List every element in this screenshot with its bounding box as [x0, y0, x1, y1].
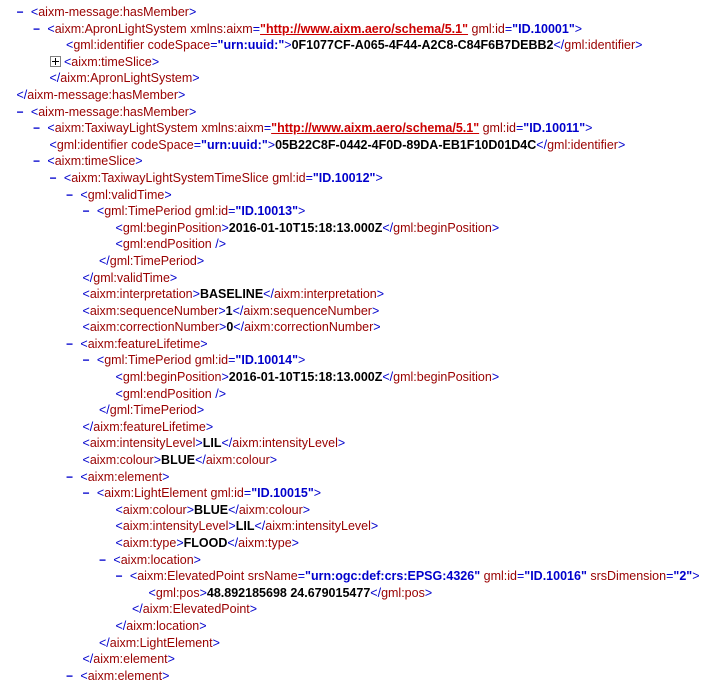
xml-punctuation: < [82, 436, 90, 451]
collapse-toggle-icon[interactable]: − [82, 205, 97, 220]
collapse-toggle-icon[interactable]: − [49, 171, 64, 186]
xml-punctuation: > [167, 652, 175, 667]
xml-punctuation: < [96, 204, 105, 219]
xml-element-text: 2016-01-10T15:18:13.000Z [228, 370, 383, 385]
xml-punctuation: > [188, 104, 197, 119]
xml-tree-row[interactable] [0, 303, 704, 320]
xml-tree-row[interactable] [0, 568, 704, 585]
xml-tag-name: aixm:location [120, 552, 194, 567]
xml-tree-row[interactable] [0, 452, 704, 469]
xml-punctuation: > [164, 187, 172, 202]
xml-punctuation: < [148, 585, 156, 600]
xml-tag-name: gml:beginPosition [122, 220, 222, 235]
xml-punctuation: </ [221, 436, 233, 451]
xml-tree-row[interactable] [0, 402, 704, 419]
xml-tree-row[interactable] [0, 651, 704, 668]
xml-tag-name: aixm:element [87, 469, 163, 484]
xml-punctuation: < [115, 519, 123, 534]
xml-tree-row[interactable] [0, 170, 704, 187]
xml-tag-name: aixm:ApronLightSystem [54, 21, 187, 36]
collapse-toggle-icon[interactable]: − [99, 553, 114, 568]
xml-tag-name: gml:identifier [547, 137, 618, 152]
xml-tree-row[interactable] [0, 435, 704, 452]
xml-punctuation: = [305, 170, 313, 185]
xml-punctuation: > [313, 486, 322, 501]
xml-tag-name: aixm:featureLifetime [93, 419, 206, 434]
xml-tag-name: gml:TimePeriod [109, 253, 197, 268]
xml-punctuation: > [337, 436, 346, 451]
xml-tag-name: aixm:ApronLightSystem [60, 71, 193, 86]
xml-tag-name: aixm:type [122, 536, 177, 550]
xml-tag-name: aixm:intensityLevel [265, 519, 371, 534]
xml-attribute-name: xmlns:aixm [190, 21, 253, 36]
xml-punctuation: </ [99, 253, 110, 268]
xml-punctuation: > [376, 287, 385, 302]
xml-punctuation: </ [132, 602, 143, 617]
xml-punctuation: </ [233, 320, 245, 335]
xml-punctuation: > [186, 502, 195, 517]
xml-tag-name: gml:TimePeriod [109, 403, 197, 418]
xml-tag-name: aixm:colour [205, 453, 270, 468]
xml-punctuation: < [96, 486, 105, 501]
xml-tree-row[interactable] [0, 485, 704, 502]
xml-tree-row[interactable] [0, 535, 704, 552]
xml-punctuation: </ [82, 652, 94, 667]
xml-tag-name: gml:pos [381, 585, 425, 600]
xml-tag-name: aixm:correctionNumber [244, 320, 374, 335]
xml-tag-name: aixm:TaxiwayLightSystem [54, 121, 198, 136]
xml-punctuation: > [221, 370, 229, 385]
xml-attribute-value: "ID.10011" [523, 121, 586, 136]
xml-tree-row[interactable] [0, 286, 704, 303]
collapse-toggle-icon[interactable]: − [33, 22, 48, 37]
xml-tag-name: gml:beginPosition [393, 220, 492, 235]
xml-tag-name: gml:validTime [87, 187, 165, 202]
xml-punctuation: </ [263, 287, 274, 302]
xml-punctuation: < [47, 121, 55, 136]
xml-punctuation: > [176, 536, 184, 550]
xml-attribute-value: "urn:uuid:" [217, 38, 285, 53]
xml-punctuation: </ [82, 419, 94, 434]
xml-punctuation: </ [16, 87, 28, 102]
xml-tag-name: aixm:LightElement [109, 635, 213, 650]
xml-tree-row[interactable] [0, 236, 704, 253]
xml-punctuation: > [219, 320, 227, 335]
collapse-toggle-icon[interactable]: − [115, 570, 130, 585]
collapse-toggle-icon[interactable]: − [66, 337, 81, 352]
xml-punctuation: < [66, 38, 74, 53]
xml-tree-row[interactable] [0, 369, 704, 386]
xml-tree-row[interactable] [0, 270, 704, 287]
xml-attribute-value: "2" [673, 569, 693, 584]
xml-element-text: FLOOD [183, 536, 228, 550]
xml-punctuation: = [263, 121, 272, 136]
xml-namespace-uri: "http://www.aixm.aero/schema/5.1" [271, 121, 480, 136]
xml-element-text: 05B22C8F-0442-4F0D-89DA-EB1F10D01D4C [275, 137, 537, 152]
xml-punctuation: > [192, 287, 200, 302]
xml-punctuation: > [269, 453, 278, 468]
xml-punctuation: = [515, 121, 524, 136]
xml-element-text: BASELINE [199, 287, 264, 302]
xml-punctuation: </ [232, 303, 244, 318]
xml-punctuation: > [267, 137, 276, 152]
xml-tree-row[interactable] [0, 419, 704, 436]
xml-tag-name: gml:pos [155, 585, 200, 600]
xml-punctuation: > [200, 336, 208, 351]
collapse-toggle-icon[interactable]: − [82, 354, 97, 369]
xml-tree-row[interactable] [0, 70, 704, 87]
xml-punctuation: > [169, 270, 178, 285]
xml-tree-row[interactable] [0, 37, 704, 54]
xml-punctuation: /> [215, 386, 227, 401]
xml-punctuation: = [504, 21, 513, 36]
xml-attribute-name: gml:id [194, 204, 229, 219]
collapse-toggle-icon[interactable]: − [66, 470, 81, 485]
xml-punctuation: </ [370, 585, 382, 600]
xml-tag-name: aixm:ElevatedPoint [142, 602, 250, 617]
xml-tag-name: gml:TimePeriod [104, 353, 192, 368]
collapse-toggle-icon[interactable]: − [16, 6, 31, 20]
xml-tag-name: aixm:featureLifetime [87, 336, 201, 351]
xml-punctuation: < [115, 536, 123, 550]
xml-tree-row[interactable] [0, 21, 704, 38]
xml-tree-row[interactable] [0, 601, 704, 618]
xml-punctuation: < [115, 237, 123, 252]
xml-attribute-value: "ID.10016" [524, 569, 587, 584]
xml-tag-name: aixm:timeSlice [71, 54, 152, 69]
xml-attribute-name: gml:id [482, 121, 516, 136]
xml-punctuation: = [228, 204, 236, 219]
xml-punctuation: > [196, 253, 205, 268]
xml-tag-name: gml:endPosition [122, 386, 212, 401]
xml-punctuation: > [491, 220, 500, 235]
xml-namespace-uri: "http://www.aixm.aero/schema/5.1" [260, 21, 469, 36]
xml-punctuation: > [373, 320, 381, 335]
xml-punctuation: > [371, 303, 380, 318]
xml-punctuation: < [47, 154, 55, 169]
xml-attribute-name: codeSpace [131, 137, 194, 152]
xml-attribute-value: "ID.10012" [312, 170, 376, 185]
xml-punctuation: < [113, 552, 121, 567]
xml-attribute-value: "ID.10001" [512, 21, 575, 36]
xml-punctuation: = [210, 38, 218, 53]
xml-punctuation: < [80, 668, 88, 683]
xml-punctuation: > [375, 170, 383, 185]
xml-tree-row[interactable] [0, 87, 704, 104]
xml-attribute-name: srsDimension [590, 569, 667, 584]
xml-punctuation: </ [227, 536, 239, 550]
xml-tag-name: aixm:LightElement [104, 486, 208, 501]
xml-tag-name: aixm-message:hasMember [27, 87, 179, 102]
xml-punctuation: > [192, 71, 200, 86]
xml-tree-row[interactable] [0, 336, 704, 353]
xml-punctuation: < [82, 303, 90, 318]
xml-punctuation: </ [195, 453, 206, 468]
xml-punctuation: > [284, 38, 292, 53]
xml-tree-row[interactable] [0, 104, 704, 121]
xml-tree-row[interactable] [0, 502, 704, 519]
xml-punctuation: > [153, 453, 162, 468]
xml-punctuation: > [635, 38, 643, 53]
xml-tag-name: gml:identifier [564, 38, 636, 53]
xml-element-text: 48.892185698 24.679015477 [206, 585, 371, 600]
xml-tag-name: gml:beginPosition [122, 370, 222, 385]
xml-attribute-name: gml:id [194, 353, 229, 368]
xml-punctuation: < [82, 453, 90, 468]
xml-tag-name: aixm:correctionNumber [89, 320, 220, 335]
xml-punctuation: </ [553, 38, 565, 53]
xml-punctuation: < [96, 353, 105, 368]
xml-tag-name: aixm:sequenceNumber [243, 303, 372, 318]
xml-tree-row[interactable] [0, 585, 704, 602]
xml-tag-name: gml:identifier [56, 137, 128, 152]
xml-punctuation: > [692, 569, 700, 584]
xml-tag-name: aixm:colour [238, 502, 303, 517]
xml-punctuation: < [80, 187, 88, 202]
xml-punctuation: < [82, 287, 90, 302]
xml-punctuation: > [574, 21, 583, 36]
xml-punctuation: > [249, 602, 258, 617]
xml-punctuation: > [298, 353, 306, 368]
xml-punctuation: > [205, 419, 214, 434]
xml-punctuation: > [491, 370, 500, 385]
xml-attribute-name: xmlns:aixm [201, 121, 264, 136]
xml-punctuation: > [199, 618, 207, 633]
xml-tree-row[interactable] [0, 635, 704, 652]
xml-tree-row[interactable] [0, 253, 704, 270]
xml-tag-name: aixm:intensityLevel [122, 519, 229, 534]
xml-tree-row[interactable] [0, 187, 704, 204]
xml-element-text: LIL [235, 519, 255, 534]
xml-punctuation: < [115, 220, 123, 235]
xml-tree-row[interactable] [0, 137, 704, 154]
xml-punctuation: > [162, 469, 170, 484]
collapse-toggle-icon[interactable]: − [82, 487, 97, 502]
xml-element-text: 0 [226, 320, 234, 335]
xml-punctuation: </ [49, 71, 61, 86]
expand-toggle-icon[interactable] [50, 56, 61, 67]
xml-punctuation: > [151, 54, 160, 69]
xml-element-text: LIL [202, 436, 222, 451]
xml-tag-name: gml:TimePeriod [104, 204, 192, 219]
xml-punctuation: > [195, 436, 203, 451]
xml-punctuation: </ [115, 618, 127, 633]
xml-punctuation: > [617, 137, 626, 152]
xml-tree-row[interactable] [0, 153, 704, 170]
xml-tag-name: aixm:sequenceNumber [89, 303, 219, 318]
xml-punctuation: > [178, 87, 186, 102]
xml-attribute-name: gml:id [471, 21, 505, 36]
xml-punctuation: > [585, 121, 593, 136]
xml-attribute-name: gml:id [483, 569, 517, 584]
xml-punctuation: = [193, 137, 202, 152]
xml-attribute-name: gml:id [272, 170, 306, 185]
xml-tag-name: aixm:type [238, 536, 292, 550]
xml-tree-row[interactable] [0, 54, 704, 71]
xml-punctuation: </ [99, 635, 110, 650]
xml-attribute-value: "urn:uuid:" [201, 137, 268, 152]
xml-attribute-value: "urn:ogc:def:crs:EPSG:4326" [305, 569, 481, 584]
xml-tag-name: gml:endPosition [122, 237, 212, 252]
xml-punctuation: < [82, 320, 90, 335]
xml-punctuation: < [129, 569, 138, 584]
xml-punctuation: = [516, 569, 525, 584]
xml-punctuation: > [162, 668, 170, 683]
xml-tree-row[interactable] [0, 4, 704, 21]
xml-punctuation: </ [254, 519, 266, 534]
xml-attribute-name: codeSpace [147, 38, 211, 53]
xml-tag-name: aixm:interpretation [273, 287, 377, 302]
xml-tree-row[interactable] [0, 386, 704, 403]
xml-punctuation: > [135, 154, 143, 169]
xml-punctuation: < [30, 5, 39, 19]
xml-tree-row[interactable] [0, 618, 704, 635]
xml-tree-row[interactable] [0, 518, 704, 535]
xml-tree-row[interactable] [0, 220, 704, 237]
xml-element-text: 2016-01-10T15:18:13.000Z [228, 220, 383, 235]
xml-tree-row[interactable] [0, 668, 704, 685]
xml-punctuation: </ [82, 270, 94, 285]
xml-punctuation: </ [99, 403, 110, 418]
xml-punctuation: </ [382, 370, 394, 385]
collapse-toggle-icon[interactable]: − [66, 188, 81, 203]
xml-tag-name: gml:beginPosition [393, 370, 492, 385]
xml-punctuation: < [115, 370, 123, 385]
xml-punctuation: < [63, 170, 72, 185]
xml-tree-row[interactable] [0, 352, 704, 369]
xml-punctuation: > [221, 220, 229, 235]
xml-punctuation: < [30, 104, 39, 119]
xml-tree-row[interactable] [0, 469, 704, 486]
xml-punctuation: = [666, 569, 674, 584]
xml-punctuation: > [298, 204, 306, 219]
xml-attribute-name: srsName [247, 569, 298, 584]
xml-punctuation: > [302, 502, 311, 517]
xml-punctuation: > [193, 552, 201, 567]
xml-punctuation: /> [215, 237, 227, 252]
collapse-toggle-icon[interactable]: − [66, 669, 81, 684]
xml-attribute-name: gml:id [210, 486, 244, 501]
xml-punctuation: < [63, 54, 72, 69]
xml-tag-name: aixm:element [93, 652, 168, 667]
xml-punctuation: < [115, 502, 123, 517]
xml-punctuation: = [252, 21, 261, 36]
xml-punctuation: < [80, 336, 88, 351]
xml-tag-name: gml:identifier [73, 38, 145, 53]
xml-tag-name: aixm:colour [89, 453, 154, 468]
xml-attribute-value: "ID.10015" [251, 486, 314, 501]
xml-punctuation: > [212, 635, 220, 650]
xml-punctuation: > [228, 519, 236, 534]
xml-punctuation: > [370, 519, 379, 534]
collapse-toggle-icon[interactable]: − [33, 155, 48, 170]
xml-tag-name: aixm:intensityLevel [89, 436, 196, 451]
xml-punctuation: < [80, 469, 88, 484]
collapse-toggle-icon[interactable]: − [16, 105, 31, 120]
xml-punctuation: > [196, 403, 205, 418]
xml-punctuation: </ [228, 502, 239, 517]
xml-tag-name: aixm:TaxiwayLightSystemTimeSlice [71, 170, 269, 185]
xml-attribute-value: "ID.10013" [235, 204, 299, 219]
xml-punctuation: = [243, 486, 252, 501]
xml-punctuation: = [228, 353, 236, 368]
xml-tag-name: gml:validTime [93, 270, 170, 285]
xml-tag-name: aixm:colour [122, 502, 187, 517]
xml-punctuation: > [218, 303, 226, 318]
xml-punctuation: = [297, 569, 306, 584]
xml-punctuation: < [115, 386, 123, 401]
xml-punctuation: < [49, 137, 57, 152]
xml-punctuation: > [424, 585, 433, 600]
xml-punctuation: > [188, 5, 197, 19]
xml-punctuation: > [199, 585, 207, 600]
xml-punctuation: < [47, 21, 55, 36]
xml-tag-name: aixm:location [126, 618, 200, 633]
xml-tree-row[interactable] [0, 552, 704, 569]
xml-punctuation: </ [382, 220, 394, 235]
xml-attribute-value: "ID.10014" [235, 353, 299, 368]
xml-tag-name: aixm:timeSlice [54, 154, 136, 169]
xml-punctuation: </ [536, 137, 548, 152]
xml-tag-name: aixm:interpretation [89, 287, 193, 302]
xml-element-text: 1 [225, 303, 233, 318]
xml-element-text: 0F1077CF-A065-4F44-A2C8-C84F6B7DEBB2 [291, 38, 554, 53]
xml-tree-row[interactable] [0, 203, 704, 220]
xml-tag-name: aixm:ElevatedPoint [137, 569, 245, 584]
xml-element-text: BLUE [194, 502, 229, 517]
xml-tree-row[interactable] [0, 319, 704, 336]
xml-tag-name: aixm:element [87, 668, 163, 683]
xml-punctuation: > [291, 536, 299, 550]
xml-tag-name: aixm:intensityLevel [232, 436, 338, 451]
xml-tag-name: aixm-message:hasMember [38, 5, 189, 19]
xml-tree-row[interactable] [0, 120, 704, 137]
collapse-toggle-icon[interactable]: − [33, 122, 48, 137]
xml-tag-name: aixm-message:hasMember [38, 104, 189, 119]
xml-element-text: BLUE [161, 453, 196, 468]
